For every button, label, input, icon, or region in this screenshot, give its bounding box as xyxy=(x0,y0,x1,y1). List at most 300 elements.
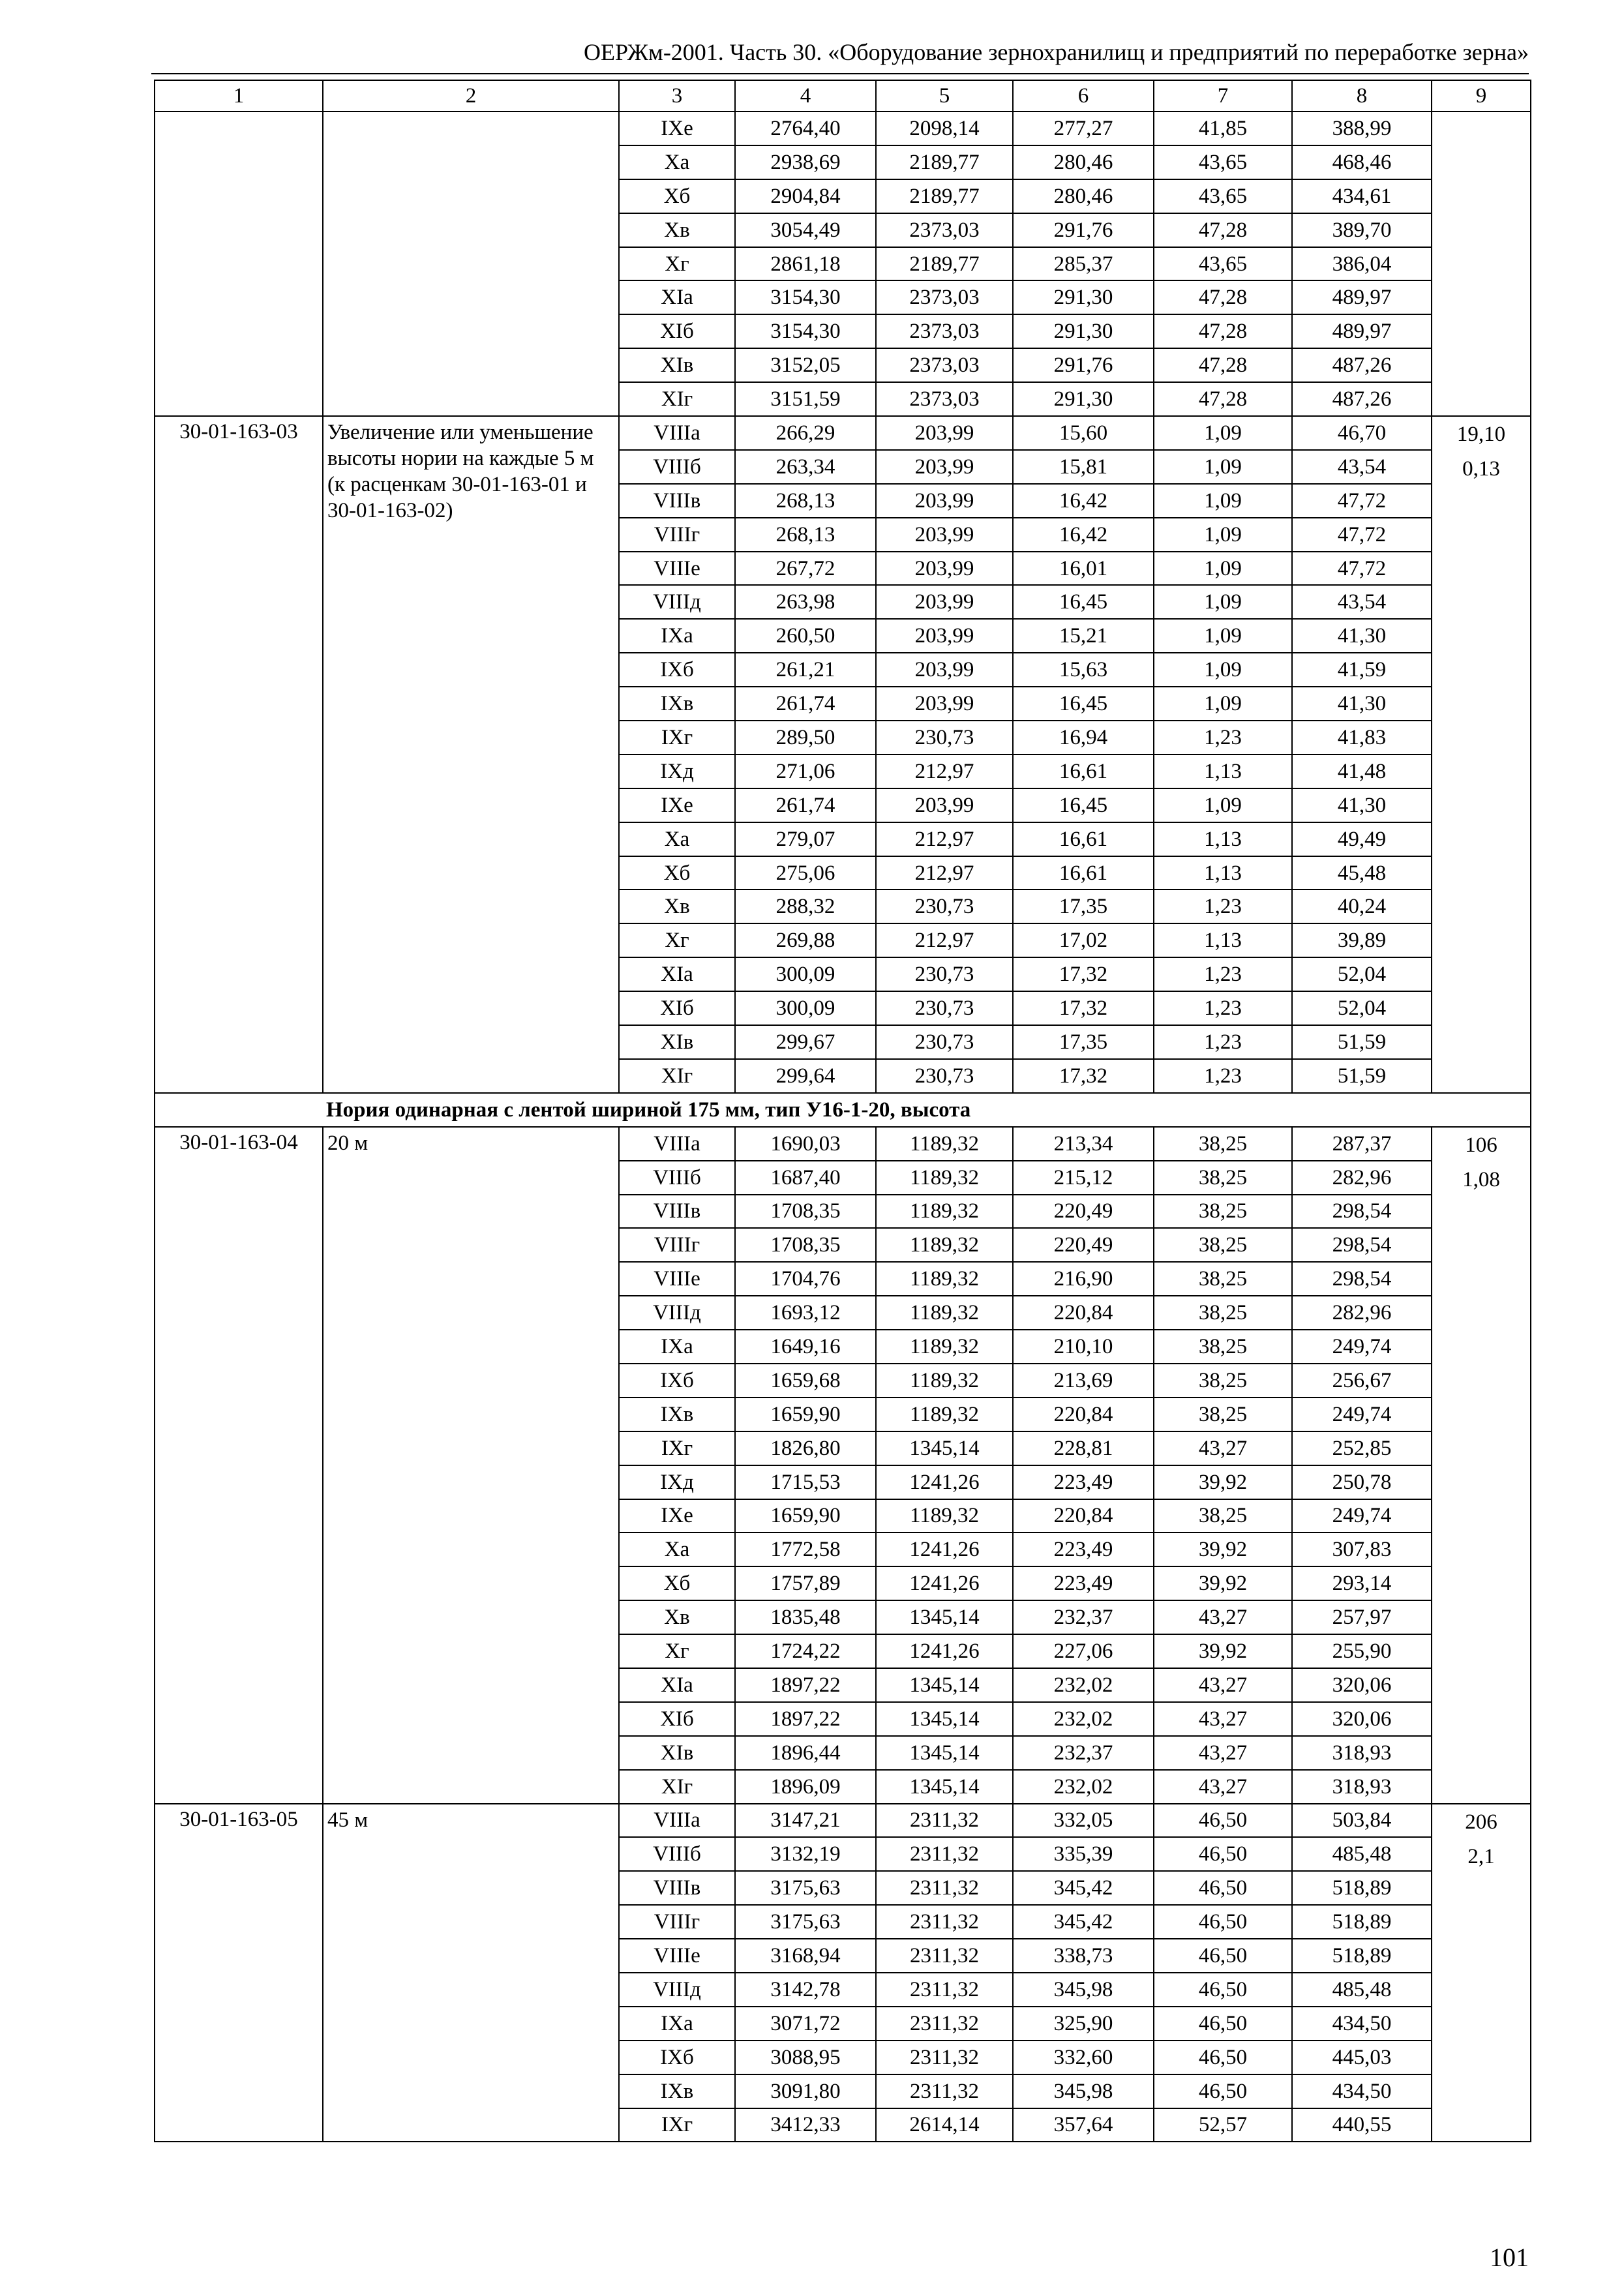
value-cell: 345,42 xyxy=(1013,1871,1154,1905)
value-cell: 518,89 xyxy=(1292,1939,1432,1973)
value-cell: 41,30 xyxy=(1292,619,1432,653)
value-cell: 275,06 xyxy=(735,856,876,890)
column-header-2: 2 xyxy=(323,80,619,112)
value-cell: 2938,69 xyxy=(735,145,876,179)
value-cell: 2189,77 xyxy=(876,179,1013,213)
zone-cell: VIIIв xyxy=(619,1195,735,1229)
value-cell: 230,73 xyxy=(876,1025,1013,1059)
value-cell: 3071,72 xyxy=(735,2007,876,2041)
value-cell: 1241,26 xyxy=(876,1465,1013,1499)
value-cell: 1835,48 xyxy=(735,1600,876,1634)
value-cell: 1,09 xyxy=(1154,450,1292,484)
value-cell: 223,49 xyxy=(1013,1465,1154,1499)
col9-value: 2,1 xyxy=(1467,1844,1495,1868)
zone-cell: XIб xyxy=(619,991,735,1025)
zone-cell: VIIIв xyxy=(619,1871,735,1905)
value-cell: 1,09 xyxy=(1154,518,1292,552)
value-cell: 16,42 xyxy=(1013,518,1154,552)
value-cell: 1826,80 xyxy=(735,1431,876,1465)
value-cell: 47,28 xyxy=(1154,348,1292,382)
column-header-1: 1 xyxy=(155,80,323,112)
zone-cell: IXа xyxy=(619,619,735,653)
value-cell: 1,13 xyxy=(1154,856,1292,890)
value-cell: 41,59 xyxy=(1292,653,1432,687)
value-cell: 43,27 xyxy=(1154,1770,1292,1804)
value-cell: 17,35 xyxy=(1013,1025,1154,1059)
value-cell: 46,50 xyxy=(1154,2041,1292,2074)
value-cell: 1896,09 xyxy=(735,1770,876,1804)
value-cell: 46,70 xyxy=(1292,416,1432,450)
value-cell: 2189,77 xyxy=(876,247,1013,281)
value-cell: 220,84 xyxy=(1013,1398,1154,1431)
value-cell: 291,30 xyxy=(1013,314,1154,348)
value-cell: 47,28 xyxy=(1154,314,1292,348)
value-cell: 3168,94 xyxy=(735,1939,876,1973)
value-cell: 39,92 xyxy=(1154,1634,1292,1668)
value-cell: 434,61 xyxy=(1292,179,1432,213)
value-cell: 1189,32 xyxy=(876,1398,1013,1431)
value-cell: 1,09 xyxy=(1154,687,1292,721)
table-row xyxy=(155,112,1531,145)
value-cell: 1189,32 xyxy=(876,1262,1013,1296)
value-cell: 46,50 xyxy=(1154,1973,1292,2007)
value-cell: 268,13 xyxy=(735,518,876,552)
value-cell: 1345,14 xyxy=(876,1600,1013,1634)
value-cell: 203,99 xyxy=(876,788,1013,822)
value-cell: 232,37 xyxy=(1013,1736,1154,1770)
value-cell: 52,04 xyxy=(1292,957,1432,991)
value-cell: 1,09 xyxy=(1154,619,1292,653)
value-cell: 266,29 xyxy=(735,416,876,450)
zone-cell: VIIIг xyxy=(619,1228,735,1262)
value-cell: 252,85 xyxy=(1292,1431,1432,1465)
value-cell: 1189,32 xyxy=(876,1161,1013,1195)
value-cell: 318,93 xyxy=(1292,1736,1432,1770)
zone-cell: VIIIб xyxy=(619,1837,735,1871)
value-cell: 230,73 xyxy=(876,890,1013,923)
value-cell: 15,63 xyxy=(1013,653,1154,687)
zone-cell: IXб xyxy=(619,2041,735,2074)
value-cell: 16,61 xyxy=(1013,822,1154,856)
value-cell: 223,49 xyxy=(1013,1566,1154,1600)
value-cell: 250,78 xyxy=(1292,1465,1432,1499)
value-cell: 43,27 xyxy=(1154,1736,1292,1770)
zone-cell: XIа xyxy=(619,280,735,314)
value-cell: 1189,32 xyxy=(876,1499,1013,1533)
zone-cell: XIг xyxy=(619,1059,735,1093)
value-cell: 3132,19 xyxy=(735,1837,876,1871)
col9-cell xyxy=(1432,416,1531,1093)
rate-code-cell xyxy=(155,112,323,416)
value-cell: 3142,78 xyxy=(735,1973,876,2007)
value-cell: 1345,14 xyxy=(876,1668,1013,1702)
value-cell: 287,37 xyxy=(1292,1127,1432,1161)
zone-cell: VIIIе xyxy=(619,552,735,586)
value-cell: 282,96 xyxy=(1292,1161,1432,1195)
value-cell: 46,50 xyxy=(1154,1871,1292,1905)
value-cell: 1690,03 xyxy=(735,1127,876,1161)
value-cell: 38,25 xyxy=(1154,1161,1292,1195)
value-cell: 280,46 xyxy=(1013,145,1154,179)
value-cell: 43,27 xyxy=(1154,1431,1292,1465)
zone-cell: Xг xyxy=(619,923,735,957)
zone-cell: XIа xyxy=(619,1668,735,1702)
zone-cell: VIIIв xyxy=(619,484,735,518)
value-cell: 38,25 xyxy=(1154,1499,1292,1533)
value-cell: 213,69 xyxy=(1013,1364,1154,1398)
value-cell: 39,92 xyxy=(1154,1566,1292,1600)
value-cell: 43,65 xyxy=(1154,247,1292,281)
col9-cell xyxy=(1432,112,1531,416)
value-cell: 485,48 xyxy=(1292,1837,1432,1871)
value-cell: 345,98 xyxy=(1013,1973,1154,2007)
value-cell: 1772,58 xyxy=(735,1533,876,1566)
value-cell: 1,09 xyxy=(1154,653,1292,687)
zone-cell: VIIIд xyxy=(619,1296,735,1330)
value-cell: 1,09 xyxy=(1154,484,1292,518)
value-cell: 46,50 xyxy=(1154,1804,1292,1838)
zone-cell: IXе xyxy=(619,1499,735,1533)
value-cell: 1896,44 xyxy=(735,1736,876,1770)
value-cell: 256,67 xyxy=(1292,1364,1432,1398)
rate-code-cell: 30-01-163-04 xyxy=(155,1127,323,1804)
value-cell: 298,54 xyxy=(1292,1195,1432,1229)
work-name-cell xyxy=(323,112,619,416)
value-cell: 38,25 xyxy=(1154,1195,1292,1229)
table-body xyxy=(155,112,1531,2142)
value-cell: 43,65 xyxy=(1154,179,1292,213)
value-cell: 1,23 xyxy=(1154,957,1292,991)
zone-cell: VIIIд xyxy=(619,585,735,619)
column-header-3: 3 xyxy=(619,80,735,112)
zone-cell: XIв xyxy=(619,1025,735,1059)
value-cell: 2373,03 xyxy=(876,314,1013,348)
zone-cell: Xб xyxy=(619,1566,735,1600)
value-cell: 345,98 xyxy=(1013,2074,1154,2108)
value-cell: 249,74 xyxy=(1292,1330,1432,1364)
value-cell: 1189,32 xyxy=(876,1195,1013,1229)
zone-cell: XIб xyxy=(619,1702,735,1736)
value-cell: 3175,63 xyxy=(735,1905,876,1939)
value-cell: 1757,89 xyxy=(735,1566,876,1600)
value-cell: 232,02 xyxy=(1013,1702,1154,1736)
zone-cell: XIб xyxy=(619,314,735,348)
value-cell: 2373,03 xyxy=(876,213,1013,247)
value-cell: 2311,32 xyxy=(876,2041,1013,2074)
value-cell: 46,50 xyxy=(1154,1905,1292,1939)
value-cell: 47,28 xyxy=(1154,382,1292,416)
value-cell: 345,42 xyxy=(1013,1905,1154,1939)
value-cell: 2311,32 xyxy=(876,1837,1013,1871)
value-cell: 320,06 xyxy=(1292,1668,1432,1702)
value-cell: 232,02 xyxy=(1013,1668,1154,1702)
value-cell: 1241,26 xyxy=(876,1533,1013,1566)
value-cell: 282,96 xyxy=(1292,1296,1432,1330)
value-cell: 3154,30 xyxy=(735,280,876,314)
value-cell: 39,92 xyxy=(1154,1533,1292,1566)
value-cell: 38,25 xyxy=(1154,1262,1292,1296)
page-number: 101 xyxy=(1490,2243,1529,2272)
value-cell: 357,64 xyxy=(1013,2108,1154,2142)
value-cell: 263,98 xyxy=(735,585,876,619)
value-cell: 485,48 xyxy=(1292,1973,1432,2007)
zone-cell: Xа xyxy=(619,1533,735,1566)
value-cell: 17,02 xyxy=(1013,923,1154,957)
value-cell: 1,13 xyxy=(1154,822,1292,856)
value-cell: 2373,03 xyxy=(876,382,1013,416)
value-cell: 220,49 xyxy=(1013,1195,1154,1229)
value-cell: 3152,05 xyxy=(735,348,876,382)
value-cell: 1,23 xyxy=(1154,890,1292,923)
zone-cell: VIIIа xyxy=(619,416,735,450)
value-cell: 1,23 xyxy=(1154,991,1292,1025)
zone-cell: VIIIд xyxy=(619,1973,735,2007)
value-cell: 38,25 xyxy=(1154,1127,1292,1161)
value-cell: 39,89 xyxy=(1292,923,1432,957)
zone-cell: XIв xyxy=(619,348,735,382)
value-cell: 212,97 xyxy=(876,923,1013,957)
value-cell: 307,83 xyxy=(1292,1533,1432,1566)
value-cell: 232,02 xyxy=(1013,1770,1154,1804)
value-cell: 2614,14 xyxy=(876,2108,1013,2142)
value-cell: 268,13 xyxy=(735,484,876,518)
value-cell: 279,07 xyxy=(735,822,876,856)
value-cell: 220,49 xyxy=(1013,1228,1154,1262)
value-cell: 2861,18 xyxy=(735,247,876,281)
value-cell: 1189,32 xyxy=(876,1127,1013,1161)
value-cell: 1189,32 xyxy=(876,1364,1013,1398)
zone-cell: VIIIг xyxy=(619,518,735,552)
column-header-9: 9 xyxy=(1432,80,1531,112)
value-cell: 1,23 xyxy=(1154,721,1292,755)
value-cell: 203,99 xyxy=(876,484,1013,518)
value-cell: 440,55 xyxy=(1292,2108,1432,2142)
zone-cell: IXд xyxy=(619,1465,735,1499)
value-cell: 40,24 xyxy=(1292,890,1432,923)
value-cell: 1345,14 xyxy=(876,1702,1013,1736)
work-name-cell: 20 м xyxy=(323,1127,619,1804)
value-cell: 1,23 xyxy=(1154,1025,1292,1059)
value-cell: 255,90 xyxy=(1292,1634,1432,1668)
table-row xyxy=(155,416,1531,450)
value-cell: 47,72 xyxy=(1292,552,1432,586)
value-cell: 434,50 xyxy=(1292,2007,1432,2041)
value-cell: 2904,84 xyxy=(735,179,876,213)
value-cell: 1189,32 xyxy=(876,1330,1013,1364)
value-cell: 15,60 xyxy=(1013,416,1154,450)
value-cell: 261,21 xyxy=(735,653,876,687)
column-header-6: 6 xyxy=(1013,80,1154,112)
value-cell: 1649,16 xyxy=(735,1330,876,1364)
zone-cell: IXа xyxy=(619,2007,735,2041)
zone-cell: IXв xyxy=(619,687,735,721)
value-cell: 17,32 xyxy=(1013,957,1154,991)
value-cell: 16,94 xyxy=(1013,721,1154,755)
value-cell: 17,32 xyxy=(1013,991,1154,1025)
col9-value: 206 xyxy=(1465,1810,1497,1834)
value-cell: 1345,14 xyxy=(876,1770,1013,1804)
zone-cell: IXг xyxy=(619,2108,735,2142)
value-cell: 17,35 xyxy=(1013,890,1154,923)
value-cell: 2189,77 xyxy=(876,145,1013,179)
value-cell: 46,50 xyxy=(1154,2074,1292,2108)
value-cell: 46,50 xyxy=(1154,1837,1292,1871)
value-cell: 338,73 xyxy=(1013,1939,1154,1973)
value-cell: 518,89 xyxy=(1292,1871,1432,1905)
value-cell: 203,99 xyxy=(876,518,1013,552)
zone-cell: IXб xyxy=(619,1364,735,1398)
value-cell: 288,32 xyxy=(735,890,876,923)
value-cell: 223,49 xyxy=(1013,1533,1154,1566)
value-cell: 386,04 xyxy=(1292,247,1432,281)
value-cell: 43,27 xyxy=(1154,1600,1292,1634)
value-cell: 1897,22 xyxy=(735,1702,876,1736)
value-cell: 3154,30 xyxy=(735,314,876,348)
value-cell: 41,30 xyxy=(1292,687,1432,721)
value-cell: 16,45 xyxy=(1013,687,1154,721)
value-cell: 1241,26 xyxy=(876,1634,1013,1668)
value-cell: 2311,32 xyxy=(876,2074,1013,2108)
value-cell: 3151,59 xyxy=(735,382,876,416)
column-numbers-row xyxy=(155,80,1531,112)
value-cell: 1897,22 xyxy=(735,1668,876,1702)
zone-cell: IXд xyxy=(619,755,735,788)
zone-cell: IXе xyxy=(619,788,735,822)
value-cell: 47,28 xyxy=(1154,213,1292,247)
value-cell: 38,25 xyxy=(1154,1364,1292,1398)
value-cell: 43,54 xyxy=(1292,585,1432,619)
value-cell: 16,45 xyxy=(1013,585,1154,619)
value-cell: 260,50 xyxy=(735,619,876,653)
value-cell: 1659,90 xyxy=(735,1499,876,1533)
value-cell: 261,74 xyxy=(735,687,876,721)
value-cell: 3147,21 xyxy=(735,1804,876,1838)
value-cell: 1189,32 xyxy=(876,1228,1013,1262)
value-cell: 16,01 xyxy=(1013,552,1154,586)
col9-value: 106 xyxy=(1465,1133,1497,1157)
value-cell: 1724,22 xyxy=(735,1634,876,1668)
value-cell: 16,61 xyxy=(1013,856,1154,890)
value-cell: 487,26 xyxy=(1292,382,1432,416)
zone-cell: Xв xyxy=(619,1600,735,1634)
column-header-5: 5 xyxy=(876,80,1013,112)
value-cell: 230,73 xyxy=(876,721,1013,755)
value-cell: 1659,68 xyxy=(735,1364,876,1398)
value-cell: 2311,32 xyxy=(876,1973,1013,2007)
zone-cell: Xб xyxy=(619,856,735,890)
value-cell: 291,76 xyxy=(1013,213,1154,247)
value-cell: 41,83 xyxy=(1292,721,1432,755)
value-cell: 16,45 xyxy=(1013,788,1154,822)
value-cell: 43,27 xyxy=(1154,1668,1292,1702)
zone-cell: VIIIб xyxy=(619,1161,735,1195)
zone-cell: IXг xyxy=(619,1431,735,1465)
value-cell: 1659,90 xyxy=(735,1398,876,1431)
value-cell: 3412,33 xyxy=(735,2108,876,2142)
zone-cell: XIа xyxy=(619,957,735,991)
zone-cell: VIIIе xyxy=(619,1939,735,1973)
value-cell: 332,60 xyxy=(1013,2041,1154,2074)
zone-cell: XIв xyxy=(619,1736,735,1770)
value-cell: 1708,35 xyxy=(735,1228,876,1262)
value-cell: 389,70 xyxy=(1292,213,1432,247)
value-cell: 489,97 xyxy=(1292,314,1432,348)
value-cell: 3054,49 xyxy=(735,213,876,247)
zone-cell: Xа xyxy=(619,145,735,179)
value-cell: 320,06 xyxy=(1292,1702,1432,1736)
value-cell: 289,50 xyxy=(735,721,876,755)
zone-cell: VIIIа xyxy=(619,1127,735,1161)
col9-value: 1,08 xyxy=(1462,1167,1500,1191)
value-cell: 3088,95 xyxy=(735,2041,876,2074)
value-cell: 503,84 xyxy=(1292,1804,1432,1838)
value-cell: 216,90 xyxy=(1013,1262,1154,1296)
value-cell: 299,64 xyxy=(735,1059,876,1093)
value-cell: 220,84 xyxy=(1013,1499,1154,1533)
zone-cell: VIIIа xyxy=(619,1804,735,1838)
value-cell: 2311,32 xyxy=(876,1804,1013,1838)
value-cell: 332,05 xyxy=(1013,1804,1154,1838)
value-cell: 46,50 xyxy=(1154,1939,1292,1973)
value-cell: 2764,40 xyxy=(735,112,876,145)
value-cell: 335,39 xyxy=(1013,1837,1154,1871)
value-cell: 220,84 xyxy=(1013,1296,1154,1330)
value-cell: 2311,32 xyxy=(876,2007,1013,2041)
column-header-4: 4 xyxy=(735,80,876,112)
value-cell: 41,30 xyxy=(1292,788,1432,822)
value-cell: 215,12 xyxy=(1013,1161,1154,1195)
value-cell: 230,73 xyxy=(876,991,1013,1025)
zone-cell: XIг xyxy=(619,382,735,416)
value-cell: 203,99 xyxy=(876,585,1013,619)
value-cell: 298,54 xyxy=(1292,1228,1432,1262)
table-row xyxy=(155,1127,1531,1161)
value-cell: 3091,80 xyxy=(735,2074,876,2108)
value-cell: 203,99 xyxy=(876,687,1013,721)
zone-cell: IXв xyxy=(619,1398,735,1431)
zone-cell: IXв xyxy=(619,2074,735,2108)
value-cell: 15,21 xyxy=(1013,619,1154,653)
value-cell: 1345,14 xyxy=(876,1736,1013,1770)
zone-cell: Xв xyxy=(619,213,735,247)
value-cell: 261,74 xyxy=(735,788,876,822)
value-cell: 271,06 xyxy=(735,755,876,788)
zone-cell: Xв xyxy=(619,890,735,923)
value-cell: 1,09 xyxy=(1154,552,1292,586)
value-cell: 1,13 xyxy=(1154,923,1292,957)
value-cell: 1345,14 xyxy=(876,1431,1013,1465)
col9-value: 0,13 xyxy=(1462,457,1500,481)
rates-table xyxy=(154,80,1531,2142)
value-cell: 1715,53 xyxy=(735,1465,876,1499)
value-cell: 47,28 xyxy=(1154,280,1292,314)
zone-cell: Xб xyxy=(619,179,735,213)
value-cell: 300,09 xyxy=(735,957,876,991)
work-name-cell: 45 м xyxy=(323,1804,619,2142)
col9-value: 19,10 xyxy=(1456,423,1506,447)
value-cell: 16,42 xyxy=(1013,484,1154,518)
value-cell: 210,10 xyxy=(1013,1330,1154,1364)
value-cell: 1241,26 xyxy=(876,1566,1013,1600)
value-cell: 227,06 xyxy=(1013,1634,1154,1668)
value-cell: 51,59 xyxy=(1292,1025,1432,1059)
value-cell: 293,14 xyxy=(1292,1566,1432,1600)
value-cell: 2373,03 xyxy=(876,280,1013,314)
value-cell: 468,46 xyxy=(1292,145,1432,179)
section-row xyxy=(155,1093,1531,1127)
value-cell: 47,72 xyxy=(1292,518,1432,552)
value-cell: 285,37 xyxy=(1013,247,1154,281)
